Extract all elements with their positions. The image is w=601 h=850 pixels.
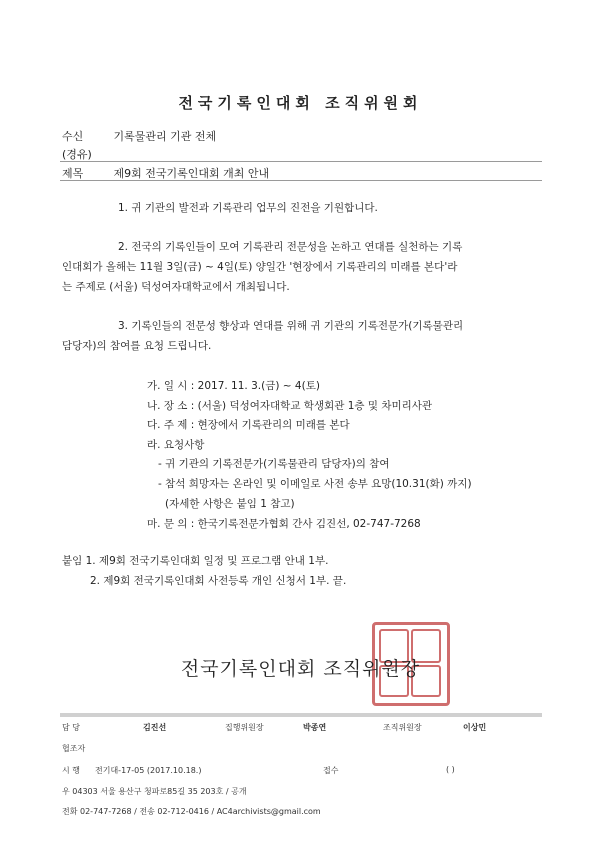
subject-row [62,165,269,181]
footer-exec-label: 시 행 [62,766,80,775]
recipient-label: 수신 [62,130,84,143]
paragraph-1: 1. 귀 기관의 발전과 기록관리 업무의 진전을 기원합니다. [118,202,378,214]
closing-signature: 전국기록인대회 조직위원장 [180,658,421,680]
footer-vice-name: 박종연 [303,723,327,732]
paragraph-2-line3: 는 주제로 (서울) 덕성여자대학교에서 개최됩니다. [62,281,290,293]
detail-place: 나. 장 소 : (서울) 덕성여자대학교 학생회관 1층 및 차미리사관 [147,400,433,412]
paragraph-3-line1: 3. 기록인들의 전문성 향상과 연대를 위해 귀 기관의 기록전문가(기록물관리 [118,320,464,332]
detail-request-1: - 귀 기관의 기록전문가(기록물관리 담당자)의 참여 [158,458,390,470]
document-title: 전국기록인대회 조직위원회 [178,94,423,112]
footer-contact: 전화 02-747-7268 / 전송 02-712-0416 / AC4archivists@gmail.com [62,807,321,816]
footer-vice-label: 집행위원장 [225,723,264,732]
footer-receipt-value: ( ) [446,765,455,774]
footer-divider [60,713,542,717]
detail-request-note: (자세한 사항은 붙임 1 참고) [165,498,295,510]
detail-date: 가. 일 시 : 2017. 11. 3.(금) ~ 4(토) [147,380,320,392]
subject-label: 제목 [62,167,84,180]
recipient-row [62,128,216,144]
detail-requests: 라. 요청사항 [147,439,205,451]
detail-theme: 다. 주 제 : 현장에서 기록관리의 미래를 본다 [147,419,350,431]
recipient-value: 기록물관리 기관 전체 [113,130,217,143]
footer-chair-label: 조직위원장 [383,723,422,732]
paragraph-3-line2: 담당자)의 참여를 요청 드립니다. [62,340,212,352]
footer-cooperator-label: 협조자 [62,744,86,753]
subject-value: 제9회 전국기록인대회 개최 안내 [113,167,270,180]
footer-manager-name: 김진선 [143,723,167,732]
detail-contact: 마. 문 의 : 한국기록전문가협회 간사 김진선, 02-747-7268 [147,518,421,530]
divider [60,161,542,162]
divider [60,180,542,181]
via-label: (경유) [62,148,92,161]
footer-receipt-label: 접수 [323,766,339,775]
attachment-2: 2. 제9회 전국기록인대회 사전등록 개인 신청서 1부. 끝. [90,575,347,587]
detail-request-2: - 참석 희망자는 온라인 및 이메일로 사전 송부 요망(10.31(화) 까지) [158,478,472,490]
footer-exec-value: 전기대-17-05 (2017.10.18.) [95,766,202,775]
paragraph-2-line2: 인대회가 올해는 11월 3일(금) ~ 4일(토) 양일간 '현장에서 기록관리의 미래를 본다'라 [62,261,458,273]
attachment-1: 붙임 1. 제9회 전국기록인대회 일정 및 프로그램 안내 1부. [62,555,329,567]
paragraph-2-line1: 2. 전국의 기록인들이 모여 기록관리 전문성을 논하고 연대를 실천하는 기록 [118,241,463,253]
footer-address: 우 04303 서울 용산구 청파로85길 35 203호 / 공개 [62,787,247,796]
footer-chair-name: 이상민 [463,723,487,732]
footer-manager-label: 담 당 [62,723,80,732]
